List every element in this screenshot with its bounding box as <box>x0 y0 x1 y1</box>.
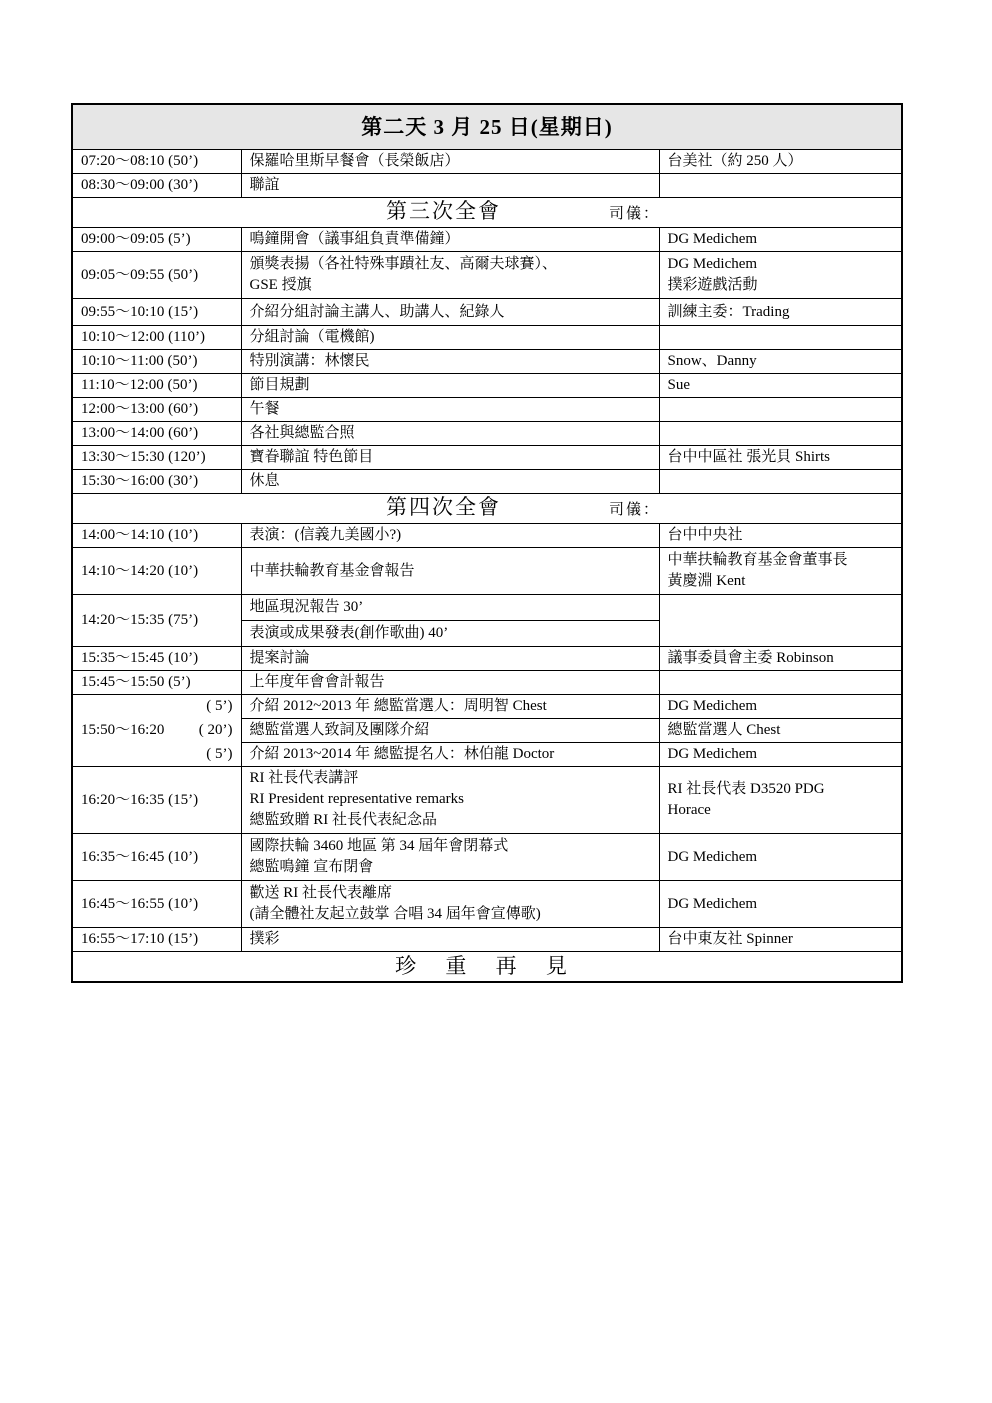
emcee-label: 司儀： <box>609 205 661 222</box>
activity-cell: 介紹分組討論主講人、助講人、紀錄人 <box>241 298 659 325</box>
person-line: 黃慶淵 Kent <box>667 572 746 589</box>
time-range: 15:50～16:20 <box>81 722 165 738</box>
person-cell: DG Medichem <box>659 227 902 251</box>
schedule-row <box>72 694 902 718</box>
schedule-row <box>72 397 902 421</box>
time-cell: 14:10～14:20 (10’) <box>72 547 241 594</box>
activity-cell: 鳴鐘開會（議事組負責準備鐘） <box>241 227 659 251</box>
person-cell: DG Medichem <box>659 833 902 880</box>
time-cell: 16:35～16:45 (10’) <box>72 833 241 880</box>
person-cell <box>659 766 902 833</box>
person-cell: 總監當選人 Chest <box>659 718 902 742</box>
activity-cell: 各社與總監合照 <box>241 421 659 445</box>
schedule-row <box>72 594 902 620</box>
activity-cell: 表演：(信義九美國小?) <box>241 523 659 547</box>
activity-cell: 特別演講：林懷民 <box>241 349 659 373</box>
activity-cell: 休息 <box>241 469 659 493</box>
schedule-row <box>72 469 902 493</box>
time-cell: 11:10～12:00 (50’) <box>72 373 241 397</box>
time-cell: 07:20～08:10 (50’) <box>72 149 241 173</box>
activity-cell <box>241 766 659 833</box>
activity-cell: 表演或成果發表(創作歌曲) 40’ <box>241 620 659 646</box>
person-cell: DG Medichem <box>659 742 902 766</box>
time-cell: 16:55～17:10 (15’) <box>72 927 241 951</box>
activity-cell: 午餐 <box>241 397 659 421</box>
time-cell: 15:45～15:50 (5’) <box>72 670 241 694</box>
activity-line: RI 社長代表講評 <box>249 770 359 786</box>
time-cell: 16:45～16:55 (10’) <box>72 880 241 927</box>
section-header-row <box>72 493 902 523</box>
duration: ( 5’) <box>206 698 233 714</box>
activity-cell <box>241 880 659 927</box>
activity-cell: 中華扶輪教育基金會報告 <box>241 547 659 594</box>
schedule-row <box>72 227 902 251</box>
activity-cell: 介紹 2012~2013 年 總監當選人：周明智 Chest <box>241 694 659 718</box>
activity-cell: 分組討論（電機館) <box>241 325 659 349</box>
activity-line: (請全體社友起立鼓掌 合唱 34 屆年會宣傳歌) <box>249 905 541 922</box>
person-cell: 台美社（約 250 人） <box>659 149 902 173</box>
activity-line: 總監鳴鐘 宣布閉會 <box>249 858 374 875</box>
time-cell: 09:05～09:55 (50’) <box>72 251 241 298</box>
person-cell: 台中中央社 <box>659 523 902 547</box>
person-cell <box>659 547 902 594</box>
time-cell: 10:10～11:00 (50’) <box>72 349 241 373</box>
person-line: Horace <box>667 801 711 818</box>
schedule-row <box>72 670 902 694</box>
schedule-row <box>72 766 902 833</box>
activity-line: GSE 授旗 <box>249 276 312 293</box>
activity-cell: 聯誼 <box>241 173 659 197</box>
person-cell <box>659 670 902 694</box>
person-cell: Snow、Danny <box>659 349 902 373</box>
time-cell: 13:30～15:30 (120’) <box>72 445 241 469</box>
activity-cell <box>241 833 659 880</box>
person-cell: 訓練主委：Trading <box>659 298 902 325</box>
time-cell: 16:20～16:35 (15’) <box>72 766 241 833</box>
person-cell: 台中中區社 張光貝 Shirts <box>659 445 902 469</box>
person-cell: 台中東友社 Spinner <box>659 927 902 951</box>
activity-cell: 介紹 2013~2014 年 總監提名人：林伯龍 Doctor <box>241 742 659 766</box>
schedule-row <box>72 833 902 880</box>
schedule-row <box>72 373 902 397</box>
person-line: RI 社長代表 D3520 PDG <box>667 780 825 797</box>
schedule-row <box>72 349 902 373</box>
time-cell: 12:00～13:00 (60’) <box>72 397 241 421</box>
person-line: DG Medichem <box>667 255 758 272</box>
schedule-row <box>72 880 902 927</box>
person-cell <box>659 325 902 349</box>
time-cell: 15:35～15:45 (10’) <box>72 646 241 670</box>
schedule-row <box>72 251 902 298</box>
duration: ( 5’) <box>206 746 233 762</box>
schedule-row <box>72 421 902 445</box>
time-cell: 14:00～14:10 (10’) <box>72 523 241 547</box>
activity-cell: 地區現況報告 30’ <box>241 594 659 620</box>
day-title: 第二天 3 月 25 日(星期日) <box>72 104 902 149</box>
person-cell <box>659 251 902 298</box>
farewell-text: 珍 重 再 見 <box>72 951 902 982</box>
duration: ( 20’) <box>198 722 233 738</box>
time-cell: 08:30～09:00 (30’) <box>72 173 241 197</box>
activity-cell: 提案討論 <box>241 646 659 670</box>
activity-line: 總監致贈 RI 社長代表紀念品 <box>249 812 438 828</box>
activity-line: 頒獎表揚（各社特殊事蹟社友、高爾夫球賽）、 <box>249 255 558 272</box>
activity-line: RI President representative remarks <box>249 791 465 807</box>
person-cell <box>659 397 902 421</box>
person-cell <box>659 594 902 646</box>
person-cell: DG Medichem <box>659 880 902 927</box>
activity-line: 歡送 RI 社長代表離席 <box>249 884 393 901</box>
schedule-row <box>72 173 902 197</box>
emcee-label: 司儀： <box>609 501 661 518</box>
activity-line: 國際扶輪 3460 地區 第 34 屆年會閉幕式 <box>249 837 509 854</box>
activity-cell: 節目規劃 <box>241 373 659 397</box>
person-cell: DG Medichem <box>659 694 902 718</box>
farewell-row <box>72 951 902 982</box>
activity-cell: 撲彩 <box>241 927 659 951</box>
day-header-row <box>72 104 902 149</box>
schedule-row <box>72 325 902 349</box>
person-cell <box>659 173 902 197</box>
time-cell: 15:30～16:00 (30’) <box>72 469 241 493</box>
schedule-row <box>72 646 902 670</box>
section-title: 第四次全會 <box>386 494 501 519</box>
section-title: 第三次全會 <box>386 198 501 223</box>
activity-cell: 總監當選人致詞及團隊介紹 <box>241 718 659 742</box>
time-cell: 10:10～12:00 (110’) <box>72 325 241 349</box>
schedule-row <box>72 927 902 951</box>
schedule-row <box>72 149 902 173</box>
person-cell <box>659 421 902 445</box>
person-cell <box>659 469 902 493</box>
section-header-row <box>72 197 902 227</box>
schedule-table <box>71 103 903 983</box>
person-cell: 議事委員會主委 Robinson <box>659 646 902 670</box>
time-cell: 09:00～09:05 (5’) <box>72 227 241 251</box>
schedule-row <box>72 547 902 594</box>
schedule-row <box>72 523 902 547</box>
activity-cell <box>241 251 659 298</box>
person-line: 撲彩遊戲活動 <box>667 276 758 293</box>
time-cell: 14:20～15:35 (75’) <box>72 594 241 646</box>
schedule-row <box>72 298 902 325</box>
person-line: 中華扶輪教育基金會董事長 <box>667 551 848 568</box>
activity-cell: 保羅哈里斯早餐會（長榮飯店） <box>241 149 659 173</box>
time-cell <box>72 694 241 766</box>
person-cell: Sue <box>659 373 902 397</box>
time-cell: 13:00～14:00 (60’) <box>72 421 241 445</box>
schedule-row <box>72 445 902 469</box>
activity-cell: 寶眷聯誼 特色節目 <box>241 445 659 469</box>
time-cell: 09:55～10:10 (15’) <box>72 298 241 325</box>
activity-cell: 上年度年會會計報告 <box>241 670 659 694</box>
